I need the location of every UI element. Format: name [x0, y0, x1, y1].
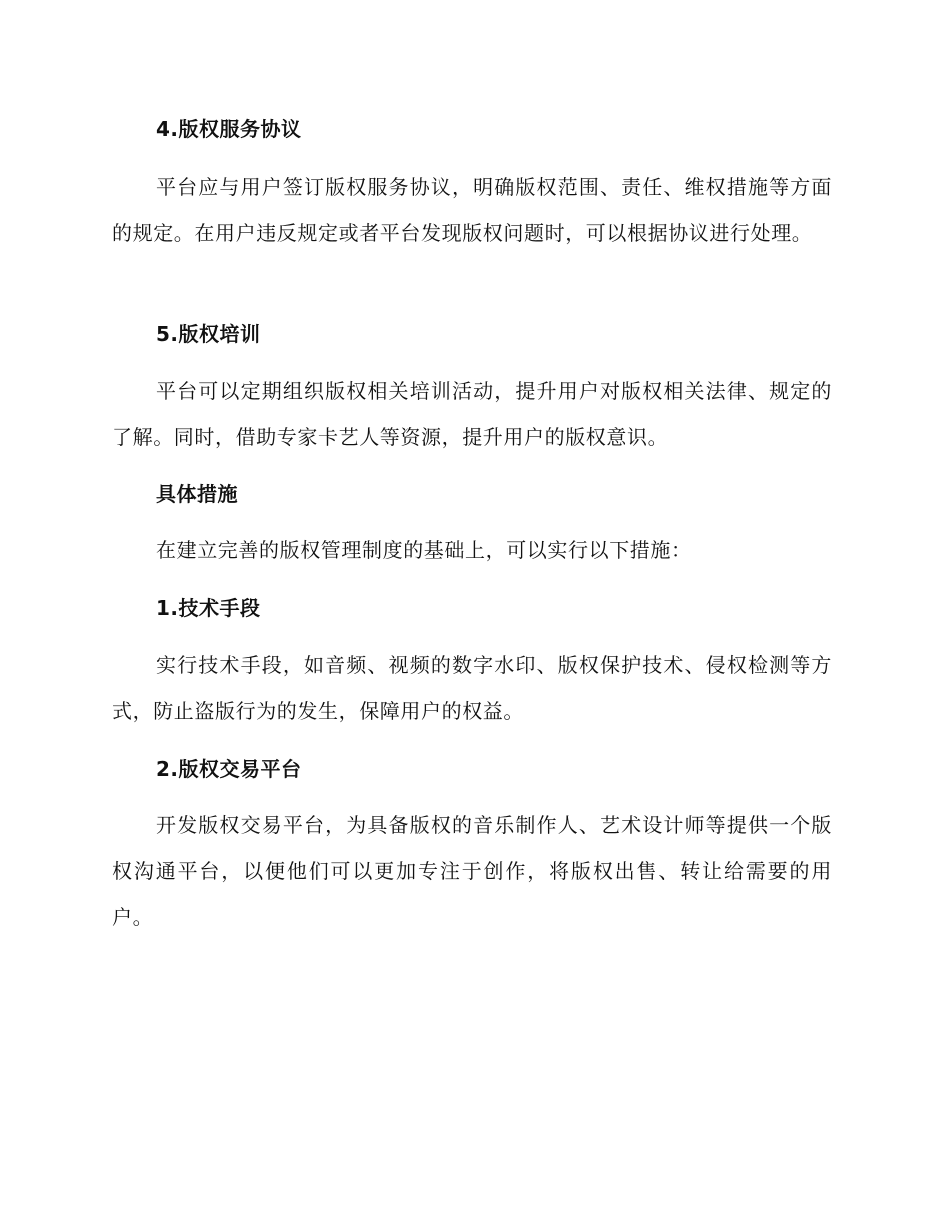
section-heading: 2.版权交易平台	[156, 757, 302, 781]
section-paragraph: 平台可以定期组织版权相关培训活动，提升用户对版权相关法律、规定的了解。同时，借助专家卡艺人等资源，提升用户的版权意识。	[112, 379, 832, 449]
section-paragraph: 在建立完善的版权管理制度的基础上，可以实行以下措施：	[156, 538, 692, 562]
section-paragraph: 实行技术手段，如音频、视频的数字水印、版权保护技术、侵权检测等方式，防止盗版行为的发生，保障用户的权益。	[112, 653, 832, 723]
section-heading: 具体措施	[156, 482, 238, 506]
section-paragraph: 开发版权交易平台，为具备版权的音乐制作人、艺术设计师等提供一个版权沟通平台，以便他们可以更加专注于创作，将版权出售、转让给需要的用户。	[112, 813, 832, 929]
section-paragraph: 平台应与用户签订版权服务协议，明确版权范围、责任、维权措施等方面的规定。在用户违反规定或者平台发现版权问题时，可以根据协议进行处理。	[112, 175, 832, 245]
section-heading: 1.技术手段	[156, 596, 261, 620]
section-heading: 4.版权服务协议	[156, 117, 302, 141]
section-heading: 5.版权培训	[156, 322, 261, 346]
